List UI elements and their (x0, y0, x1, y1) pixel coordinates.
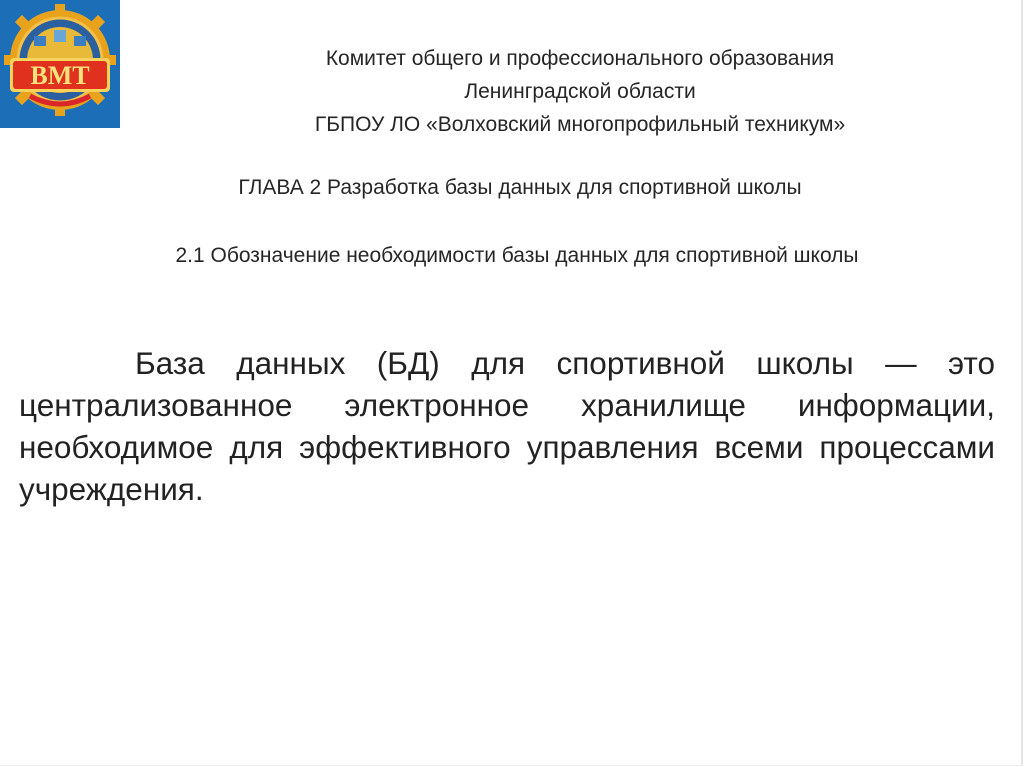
header-organization (180, 42, 980, 141)
chapter-title: ГЛАВА 2 Разработка базы данных для спортивной школы (238, 176, 802, 199)
body-paragraph: База данных (БД) для спортивной школы — это централизованное электронное хранилище информации, необходимое для эффективного управления всеми процессами учреждения. (19, 345, 995, 507)
logo-letters (10, 58, 110, 92)
section-title: 2.1 Обозначение необходимости базы данных для спортивной школы (175, 244, 859, 267)
header-line-committee: Комитет общего и профессионального образования (325, 47, 835, 70)
college-logo (0, 0, 120, 128)
header-line-region: Ленинградской области (464, 80, 696, 103)
svg-text:ВМТ: ВМТ (30, 61, 90, 90)
header-line-institution: ГБПОУ ЛО «Волховский многопрофильный техникум» (314, 113, 846, 136)
